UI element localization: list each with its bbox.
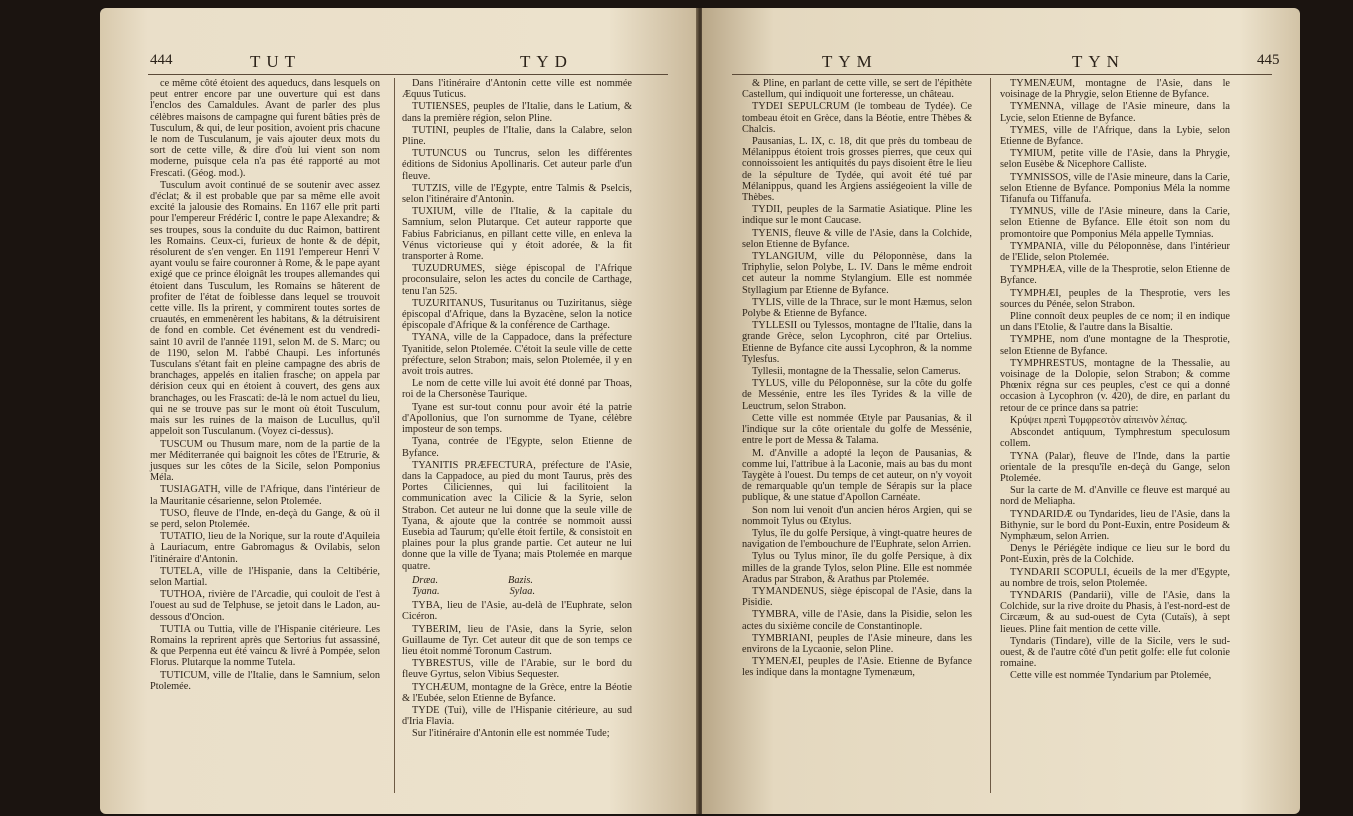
entry-paragraph: TUTHOA, rivière de l'Arcadie, qui couloit de l'est à l'ouest au sud de Telphuse, se jetoit dans le Ladon, au-dessous d'Oncion. bbox=[150, 589, 380, 623]
entry-paragraph: Tusculum avoit continué de se soutenir avec assez d'éclat; & il est probable que par sa même elle avoit excité la jalousie des Romains. En 1167 elle prit parti pour l'empereur Frédéric I, contre le pape Alexandre; & ses troupes, sous la conduite du duc Raimon, battirent les Romains. Ceux-ci, furieux de honte & de dépit, résolurent de s'en venger. En 1191 l'empereur Henri V ayant voulu se faire couronner à Rome, & le pape ayant exigé que ce prince éloignât les troupes allemandes qui étoient dans Tusculum, les Romains se hâterent de profiter de l'état de foiblesse dans lequel se trouvoit cette ville. Ils la prirent, y commirent toutes sortes de cruautés, en emmenèrent les habitans, & la détruisirent de fond en comble. Cet événement est du vendredi-saint 10 avril de l'année 1191, selon M. de S. Marc; ou de 1190, selon M. l'abbé Chaupi. Les infortunés Tusculans s'étant fait en pleine campagne des abris de branchages, appelés en italien frasche; on appela par dérision ceux qui en étoient à couvert, des gens aux branchages, ou les Frascati: de-là le nom actuel du lieu, qui ne se trouve pas sur le mont où étoit Tusculum, mais sur les ruines de la maison de Lucullus, qu'il appeloit son Tusculanum. (Voyez ci-dessus). bbox=[150, 179, 380, 438]
entry-paragraph: Tyana, contrée de l'Egypte, selon Etienne de Byfance. bbox=[402, 436, 632, 459]
right-column-1 bbox=[742, 78, 972, 680]
entry-paragraph: TUSIAGATH, ville de l'Afrique, dans l'intérieur de la Mauritanie césarienne, selon Ptolemée. bbox=[150, 484, 380, 507]
entry-paragraph: TYMENNA, village de l'Asie mineure, dans la Lycie, selon Etienne de Byfance. bbox=[1000, 101, 1230, 124]
entry-paragraph: Tyllesii, montagne de la Thessalie, selon Camerus. bbox=[752, 366, 961, 378]
entry-paragraph: Dans l'itinéraire d'Antonin cette ville est nommée Æquus Tuticus. bbox=[402, 78, 632, 101]
entry-paragraph: Pline connoît deux peuples de ce nom; il en indique un dans l'Etolie, & l'autre dans la Bisaltie. bbox=[1000, 311, 1230, 334]
entry-paragraph: Cette ville est nommée Œtyle par Pausanias, & il l'indique sur la côte orientale du golfe de Messénie, entre le port de Messa & Talama. bbox=[742, 412, 972, 447]
entry-paragraph: TUTINI, peuples de l'Italie, dans la Calabre, selon Pline. bbox=[402, 124, 632, 148]
place-table bbox=[412, 575, 632, 597]
entry-paragraph: TYLANGIUM, ville du Péloponnèse, dans la Triphylie, selon Polybe, L. IV. Dans le même endroit cet auteur la nomme Stylangium. Elle est nommée Styllagium par Etienne de Byfance. bbox=[742, 251, 972, 296]
entry-paragraph: TYLUS, ville du Péloponnèse, sur la côte du golfe de Messénie, entre les îles Tyrides & la ville de Leuctrum, selon Strabon. bbox=[742, 378, 972, 412]
running-head-right: TYD bbox=[520, 52, 573, 71]
entry-paragraph: TYNDARIS (Pandarii), ville de l'Asie, dans la Colchide, sur la rive droite du Phasis, à l'est-nord-est de Circæum, & au sud-ouest de Cyta (Cutaïs), à sept lieues. Pline fait mention de cette ville. bbox=[1000, 589, 1230, 635]
right-page bbox=[702, 8, 1300, 814]
table-cell: Bazis. bbox=[508, 574, 533, 586]
entry-paragraph: TYMPHÆI, peuples de la Thesprotie, vers les sources du Pénée, selon Strabon. bbox=[1000, 287, 1230, 310]
page-number-left: 444 bbox=[150, 52, 173, 68]
entry-paragraph: TYCHÆUM, montagne de la Grèce, entre la Béotie & l'Eubée, selon Etienne de Byfance. bbox=[402, 681, 632, 704]
entry-paragraph: TUTIA ou Tuttia, ville de l'Hispanie citérieure. Les Romains la reprirent après que Sertorius fut assassiné, & que Perpenna eut été vaincu & livré à Pompée, selon Florus. Plutarque la nomme Tutela. bbox=[150, 623, 380, 669]
entry-paragraph: TYMNUS, ville de l'Asie mineure, dans la Carie, selon Etienne de Byfance. Elle étoit son nom du promontoire que Pomponius Méla appelle Tymnias. bbox=[1000, 206, 1230, 240]
entry-paragraph: TUTELA, ville de l'Hispanie, dans la Celtibérie, selon Martial. bbox=[150, 565, 380, 588]
entry-paragraph: TYDE (Tui), ville de l'Hispanie citérieure, au sud d'Iria Flavia. bbox=[402, 704, 632, 728]
entry-paragraph: TUSCUM ou Thusum mare, nom de la partie de la mer Méditerranée qui baignoit les côtes de l'Etrurie, & jusques sur les côtes de la Sicile, selon Pomponius Méla. bbox=[150, 438, 380, 484]
entry-paragraph: Denys le Périégète indique ce lieu sur le bord du Pont-Euxin, près de la Colchide. bbox=[1000, 543, 1230, 566]
entry-paragraph: Tylus, île du golfe Persique, à vingt-quatre heures de navigation de l'embouchure de l'Euphrate, selon Arrien. bbox=[742, 527, 972, 551]
open-book bbox=[100, 8, 1300, 814]
header-rule bbox=[148, 74, 668, 75]
entry-paragraph: TYMES, ville de l'Afrique, dans la Lybie, selon Etienne de Byfance. bbox=[1000, 124, 1230, 148]
entry-paragraph: TUXIUM, ville de l'Italie, & la capitale du Samnium, selon Plutarque. Cet auteur rapporte que Fabius Fabricianus, en pillant cette ville, en enleva la Vénus victorieuse qui y étoit adorée, & la fit transporter à Rome. bbox=[402, 206, 632, 263]
entry-paragraph: TYDEI SEPULCRUM (le tombeau de Tydée). Ce tombeau étoit en Grèce, dans la Béotie, entre Thèbes & Chalcis. bbox=[742, 101, 972, 135]
entry-paragraph: TUZURITANUS, Tusuritanus ou Tuziritanus, siège épiscopal d'Afrique, dans la Byzacène, selon la notice épiscopale d'Afrique & la conférence de Carthage. bbox=[402, 297, 632, 332]
entry-paragraph: TUSO, fleuve de l'Inde, en-deçà du Gange, & où il se perd, selon Ptolemée. bbox=[150, 507, 380, 530]
entry-paragraph: TUTIENSES, peuples de l'Italie, dans le Latium, & dans la première région, selon Pline. bbox=[402, 101, 632, 124]
entry-paragraph: & Pline, en parlant de cette ville, se sert de l'épithète Castellum, qui indiquoit une forteresse, un château. bbox=[742, 78, 972, 101]
entry-paragraph: TYMPANIA, ville du Péloponnèse, dans l'intérieur de l'Elide, selon Ptolemée. bbox=[1000, 240, 1230, 264]
entry-paragraph: TUZUDRUMES, siège épiscopal de l'Afrique proconsulaire, selon les actes du concile de Carthage, tenu l'an 525. bbox=[402, 263, 632, 297]
column-separator bbox=[394, 78, 395, 793]
entry-paragraph: Son nom lui venoit d'un ancien héros Argien, qui se nommoit Tylus ou Œtylus. bbox=[742, 504, 972, 527]
entry-paragraph: TYMENÆUM, montagne de l'Asie, dans le voisinage de la Phrygie, selon Etienne de Byfance. bbox=[1000, 78, 1230, 101]
entry-paragraph: TYMBRA, ville de l'Asie, dans la Pisidie, selon les actes du sixième concile de Constantinople. bbox=[742, 609, 972, 632]
entry-paragraph: TYMPHRESTUS, montagne de la Thessalie, au voisinage de la Dolopie, selon Strabon; & comme Phœnix régna sur ces peuples, c'est ce qui a donné occasion à Lycophron (v. 420), de dire, en parlant du retour de ce prince dans sa patrie: bbox=[1000, 357, 1230, 414]
entry-paragraph: Sur l'itinéraire d'Antonin elle est nommée Tude; bbox=[412, 728, 610, 740]
entry-paragraph: TYMPHE, nom d'une montagne de la Thesprotie, selon Etienne de Byfance. bbox=[1000, 334, 1230, 357]
page-number-right: 445 bbox=[1257, 52, 1280, 68]
left-page bbox=[100, 8, 698, 814]
entry-paragraph: Abscondet antiquum, Tymphrestum speculosum collem. bbox=[1000, 427, 1230, 450]
entry-paragraph: TYMPHÆA, ville de la Thesprotie, selon Etienne de Byfance. bbox=[1000, 264, 1230, 287]
left-column-2 bbox=[402, 78, 632, 741]
entry-paragraph: M. d'Anville a adopté la leçon de Pausanias, & comme lui, l'attribue à la Laconie, mais au bas du mont Taygète à l'ouest. Du temps de cet auteur, on n'y voyoit de remarquable qu'un temple de Sérapis sur la place publique, & une statue d'Apollon Carnéate. bbox=[742, 447, 972, 504]
entry-paragraph: TYENIS, fleuve & ville de l'Asie, dans la Colchide, selon Etienne de Byfance. bbox=[742, 227, 972, 250]
entry-paragraph: TUTZIS, ville de l'Egypte, entre Talmis & Pselcis, selon l'itinéraire d'Antonin. bbox=[402, 182, 632, 206]
entry-paragraph: Sur la carte de M. d'Anville ce fleuve est marqué au nord de Meliapha. bbox=[1000, 485, 1230, 508]
table-cell: Dræa. bbox=[412, 574, 439, 586]
entry-paragraph: TYBRESTUS, ville de l'Arabie, sur le bord du fleuve Gyrtus, selon Vibius Sequester. bbox=[402, 658, 632, 681]
table-cell: Sylaa. bbox=[509, 585, 536, 597]
entry-paragraph: TYANA, ville de la Cappadoce, dans la préfecture Tyanitide, selon Ptolemée. C'étoit la seule ville de cette préfecture, selon Strabon; mais, selon Ptolemée, il y en avoit trois autres. bbox=[402, 332, 632, 378]
left-column-1 bbox=[150, 78, 380, 693]
entry-paragraph: TYNDARII SCOPULI, écueils de la mer d'Egypte, au nombre de trois, selon Ptolemée. bbox=[1000, 566, 1230, 589]
entry-paragraph: TYMIUM, petite ville de l'Asie, dans la Phrygie, selon Eusèbe & Nicephore Calliste. bbox=[1000, 148, 1230, 171]
entry-paragraph: TYBA, lieu de l'Asie, au-delà de l'Euphrate, selon Cicéron. bbox=[402, 600, 632, 623]
entry-paragraph: TYNDARIDÆ ou Tyndarides, lieu de l'Asie, dans la Bithynie, sur le bord du Pont-Euxin, entre Posideum & Nymphæum, selon Arrien. bbox=[1000, 508, 1230, 542]
running-head-left: TYM bbox=[822, 52, 878, 71]
entry-paragraph: Tylus ou Tylus minor, île du golfe Persique, à dix milles de la grande Tylos, selon Pline. Elle est nommée Aradus par Strabon, & Arathus par Ptolemée. bbox=[742, 551, 972, 585]
entry-paragraph: TYBERIM, lieu de l'Asie, dans la Syrie, selon Guillaume de Tyr. Cet auteur dit que de son temps ce lieu étoit nommé Toronum Castrum. bbox=[402, 623, 632, 657]
entry-paragraph: TYMBRIANI, peuples de l'Asie mineure, dans les environs de la Lycaonie, selon Pline. bbox=[742, 632, 972, 655]
entry-paragraph: Pausanias, L. IX, c. 18, dit que près du tombeau de Mélanippus étoient trois grosses pierres, que ceux qui connoissoient les antiquités du pays disoient être le lieu de la sépulture de Tydée, qui avoit été tué par Mélanippus, quand les Argiens assiégeoient la ville de Thèbes. bbox=[742, 136, 972, 204]
entry-paragraph: Le nom de cette ville lui avoit été donné par Thoas, roi de la Chersonèse Taurique. bbox=[402, 378, 632, 401]
entry-paragraph: Κρύψει πρεπὶ Τυμφρεστὸν αἰπεινὸν λέπας. bbox=[1010, 414, 1188, 426]
entry-paragraph: TYLIS, ville de la Thrace, sur le mont Hæmus, selon Polybe & Etienne de Byfance. bbox=[742, 296, 972, 320]
entry-paragraph: TYANITIS PRÆFECTURA, préfecture de l'Asie, dans la Cappadoce, au pied du mont Taurus, près des Portes Ciliciennes, qui lui facilitoient la communication avec la Cilicie & la Syrie, selon Strabon. Cet auteur ne lui donne que la seule ville de Tyana, & ajoute que la contrée se nommoit aussi Eusebia ad Taurum; qu'elle étoit fertile, & consistoit en plaines pour la plus grande partie. Cet auteur ne lui donne que la ville de Tyana; mais Ptolemée en marque quatre. bbox=[402, 459, 632, 572]
running-head-right: TYN bbox=[1072, 52, 1125, 71]
header-rule bbox=[732, 74, 1272, 75]
entry-paragraph: TUTUNCUS ou Tuncrus, selon les différentes éditions de Sidonius Apollinaris. Cet auteur parle d'un fleuve. bbox=[402, 148, 632, 182]
entry-paragraph: TYDII, peuples de la Sarmatie Asiatique. Pline les indique sur le mont Caucase. bbox=[742, 204, 972, 227]
entry-paragraph: Cette ville est nommée Tyndarium par Ptolemée, bbox=[1010, 670, 1212, 682]
entry-paragraph: TYNA (Palar), fleuve de l'Inde, dans la partie orientale de la presqu'île en-deçà du Gange, selon Ptolemée. bbox=[1000, 450, 1230, 484]
entry-paragraph: TYMNISSOS, ville de l'Asie mineure, dans la Carie, selon Etienne de Byfance. Pomponius Méla la nomme Tifanufa ou Tiffanufa. bbox=[1000, 171, 1230, 206]
column-separator bbox=[990, 78, 991, 793]
right-column-2 bbox=[1000, 78, 1230, 683]
entry-paragraph: Tyndaris (Tindare), ville de la Sicile, vers le sud-ouest, & de l'autre côté d'un petit golfe: elle fut colonie romaine. bbox=[1000, 635, 1230, 670]
entry-paragraph: ce même côté étoient des aqueducs, dans lesquels on peut entrer encore par une ouverture qui est dans l'enclos des Camaldules. Avant de parler des plus célèbres maisons de campagne qui furent bâties près de Tusculum, & qui, de leur position, avoient pris chacune le nom de Tusculanum, je vais ajouter deux mots du sort de cette ville, & dire d'où lui vient son nom moderne, puisque cela n'a pas été rapporté au mot Frescati. (Géog. mod.). bbox=[150, 78, 380, 179]
table-cell: Tyana. bbox=[412, 585, 440, 597]
entry-paragraph: Tyane est sur-tout connu pour avoir été la patrie d'Apollonius, que l'on surnomme de Tyane, célèbre imposteur de son temps. bbox=[402, 401, 632, 436]
running-head-left: TUT bbox=[250, 52, 302, 71]
entry-paragraph: TYMENÆI, peuples de l'Asie. Etienne de Byfance les indique dans la montagne Tymenæum, bbox=[742, 656, 972, 679]
entry-paragraph: TUTICUM, ville de l'Italie, dans le Samnium, selon Ptolemée. bbox=[150, 669, 380, 692]
entry-paragraph: TYLLESII ou Tylessos, montagne de l'Italie, dans la grande Grèce, selon Lycophron, cité par Ortelius. Etienne de Byfance cite aussi Lycophron, & la nomme Tylesfus. bbox=[742, 320, 972, 365]
entry-paragraph: TYMANDENUS, siège épiscopal de l'Asie, dans la Pisidie. bbox=[742, 585, 972, 609]
entry-paragraph: TUTATIO, lieu de la Norique, sur la route d'Aquileia à Lauriacum, entre Gabromagus & Ovilabis, selon l'itinéraire d'Antonin. bbox=[150, 531, 380, 565]
